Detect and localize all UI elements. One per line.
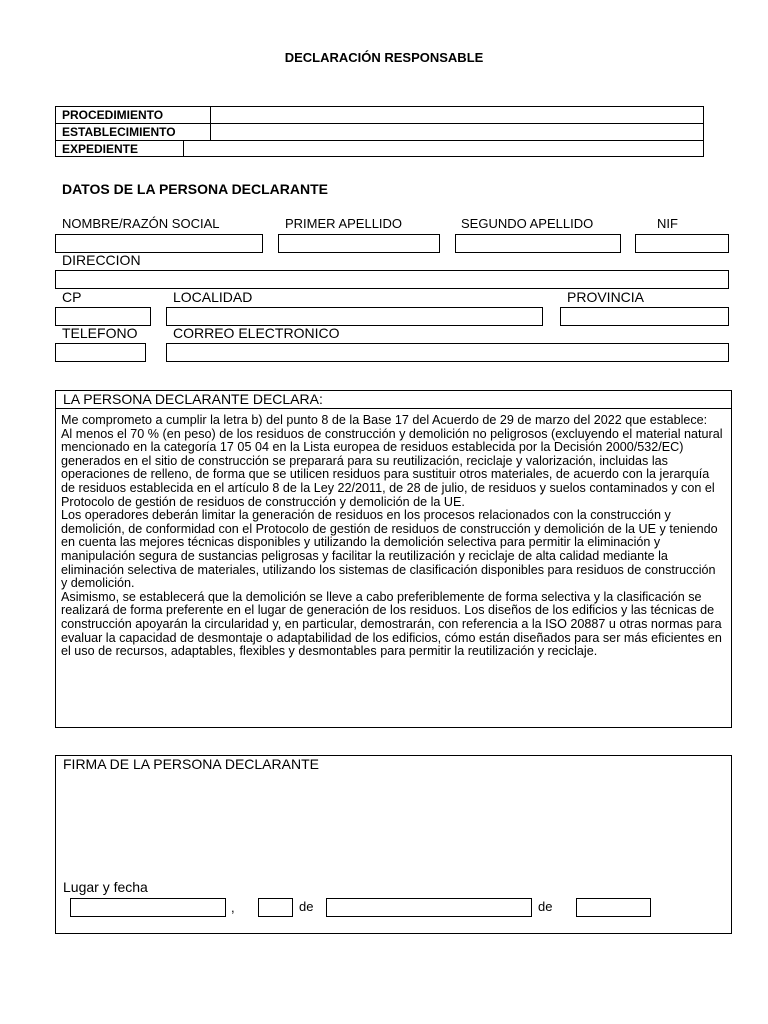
procedimiento-field[interactable] (210, 107, 703, 123)
place-date-label: Lugar y fecha (63, 879, 148, 895)
nif-label: NIF (657, 216, 678, 231)
declaration-text (56, 409, 731, 659)
nif-field[interactable] (635, 234, 729, 253)
provincia-label: PROVINCIA (567, 289, 645, 305)
establecimiento-label: ESTABLECIMIENTO (62, 125, 176, 139)
correo-label: CORREO ELECTRONICO (173, 325, 340, 341)
expediente-label: EXPEDIENTE (62, 142, 139, 156)
header-table (55, 106, 704, 157)
correo-field[interactable] (166, 343, 729, 362)
declarant-section-title: DATOS DE LA PERSONA DECLARANTE (62, 181, 329, 197)
de-label-1: de (299, 899, 314, 914)
segundo-apellido-field[interactable] (455, 234, 621, 253)
lugar-field[interactable] (70, 898, 226, 917)
document-title: DECLARACIÓN RESPONSABLE (284, 50, 484, 65)
declaration-paragraph: Al menos el 70 % (en peso) de los residuos de construcción y demolición no peligrosos (excluyendo el material natural mencionado en la categoría 17 05 04 en la Lista europea de residuos establecida por la Decisión 2000/532/EC) generados en el sitio de construcción se preparará para su reutilización, reciclaje y valorización, incluidas las operaciones de relleno, de forma que se utilicen residuos para sustituir otros materiales, de acuerdo con la jerarquía de residuos establecida en el artículo 8 de la Ley 22/2011, de 28 de julio, de residuos y suelos contaminados y con el Protocolo de gestión de residuos de construcción y demolición de la UE. (61, 426, 723, 509)
declaration-box (55, 390, 732, 728)
month-field[interactable] (326, 898, 532, 917)
declaration-paragraph: Asimismo, se establecerá que la demolición se lleve a cabo preferiblemente de forma selectiva y la clasificación se realizará de forma preferente en el lugar de generación de los residuos. Los diseños de los edificios y las técnicas de construcción apoyarán la circularidad y, en particular, demostrarán, con referencia a la ISO 20887 u otras normas para evaluar la capacidad de desmontaje o adaptabilidad de los edificios, cómo están diseñados para ser más eficientes en el uso de recursos, adaptables, flexibles y desmontables para permitir la reutilización y reciclaje. (61, 589, 722, 659)
signature-box (55, 755, 732, 934)
day-field[interactable] (258, 898, 293, 917)
declaration-paragraph: Me comprometo a cumplir la letra b) del punto 8 de la Base 17 del Acuerdo de 29 de marzo del 2022 que establece: (61, 413, 708, 427)
localidad-label: LOCALIDAD (173, 289, 253, 305)
cp-label: CP (62, 289, 82, 305)
direccion-label: DIRECCION (62, 252, 141, 268)
procedimiento-row (56, 107, 703, 124)
primer-apellido-field[interactable] (278, 234, 440, 253)
direccion-field[interactable] (55, 270, 729, 289)
telefono-field[interactable] (55, 343, 146, 362)
comma-separator: , (231, 900, 235, 915)
expediente-row (56, 141, 703, 157)
establecimiento-field[interactable] (210, 124, 703, 140)
cp-field[interactable] (55, 307, 151, 326)
nombre-field[interactable] (55, 234, 263, 253)
telefono-label: TELEFONO (62, 325, 138, 341)
procedimiento-label: PROCEDIMIENTO (62, 108, 164, 122)
declaration-paragraph: Los operadores deberán limitar la generación de residuos en los procesos relacionados con la construcción y demolición, de conformidad con el Protocolo de gestión de residuos de construcción y demolición de la UE y teniendo en cuenta las mejores técnicas disponibles y utilizando la demolición selectiva para permitir la eliminación y manipulación segura de sustancias peligrosas y facilitar la reutilización y reciclaje de alta calidad mediante la eliminación selectiva de materiales, utilizando los sistemas de clasificación disponibles para residuos de construcción y demolición. (61, 508, 718, 591)
expediente-field[interactable] (183, 141, 703, 157)
provincia-field[interactable] (560, 307, 729, 326)
declaration-heading: LA PERSONA DECLARANTE DECLARA: (56, 391, 731, 409)
de-label-2: de (538, 899, 553, 914)
primer-apellido-label: PRIMER APELLIDO (285, 216, 403, 231)
year-field[interactable] (576, 898, 651, 917)
segundo-apellido-label: SEGUNDO APELLIDO (461, 216, 594, 231)
signature-heading: FIRMA DE LA PERSONA DECLARANTE (63, 756, 319, 772)
establecimiento-row (56, 124, 703, 141)
localidad-field[interactable] (166, 307, 543, 326)
nombre-label: NOMBRE/RAZÓN SOCIAL (62, 216, 220, 231)
